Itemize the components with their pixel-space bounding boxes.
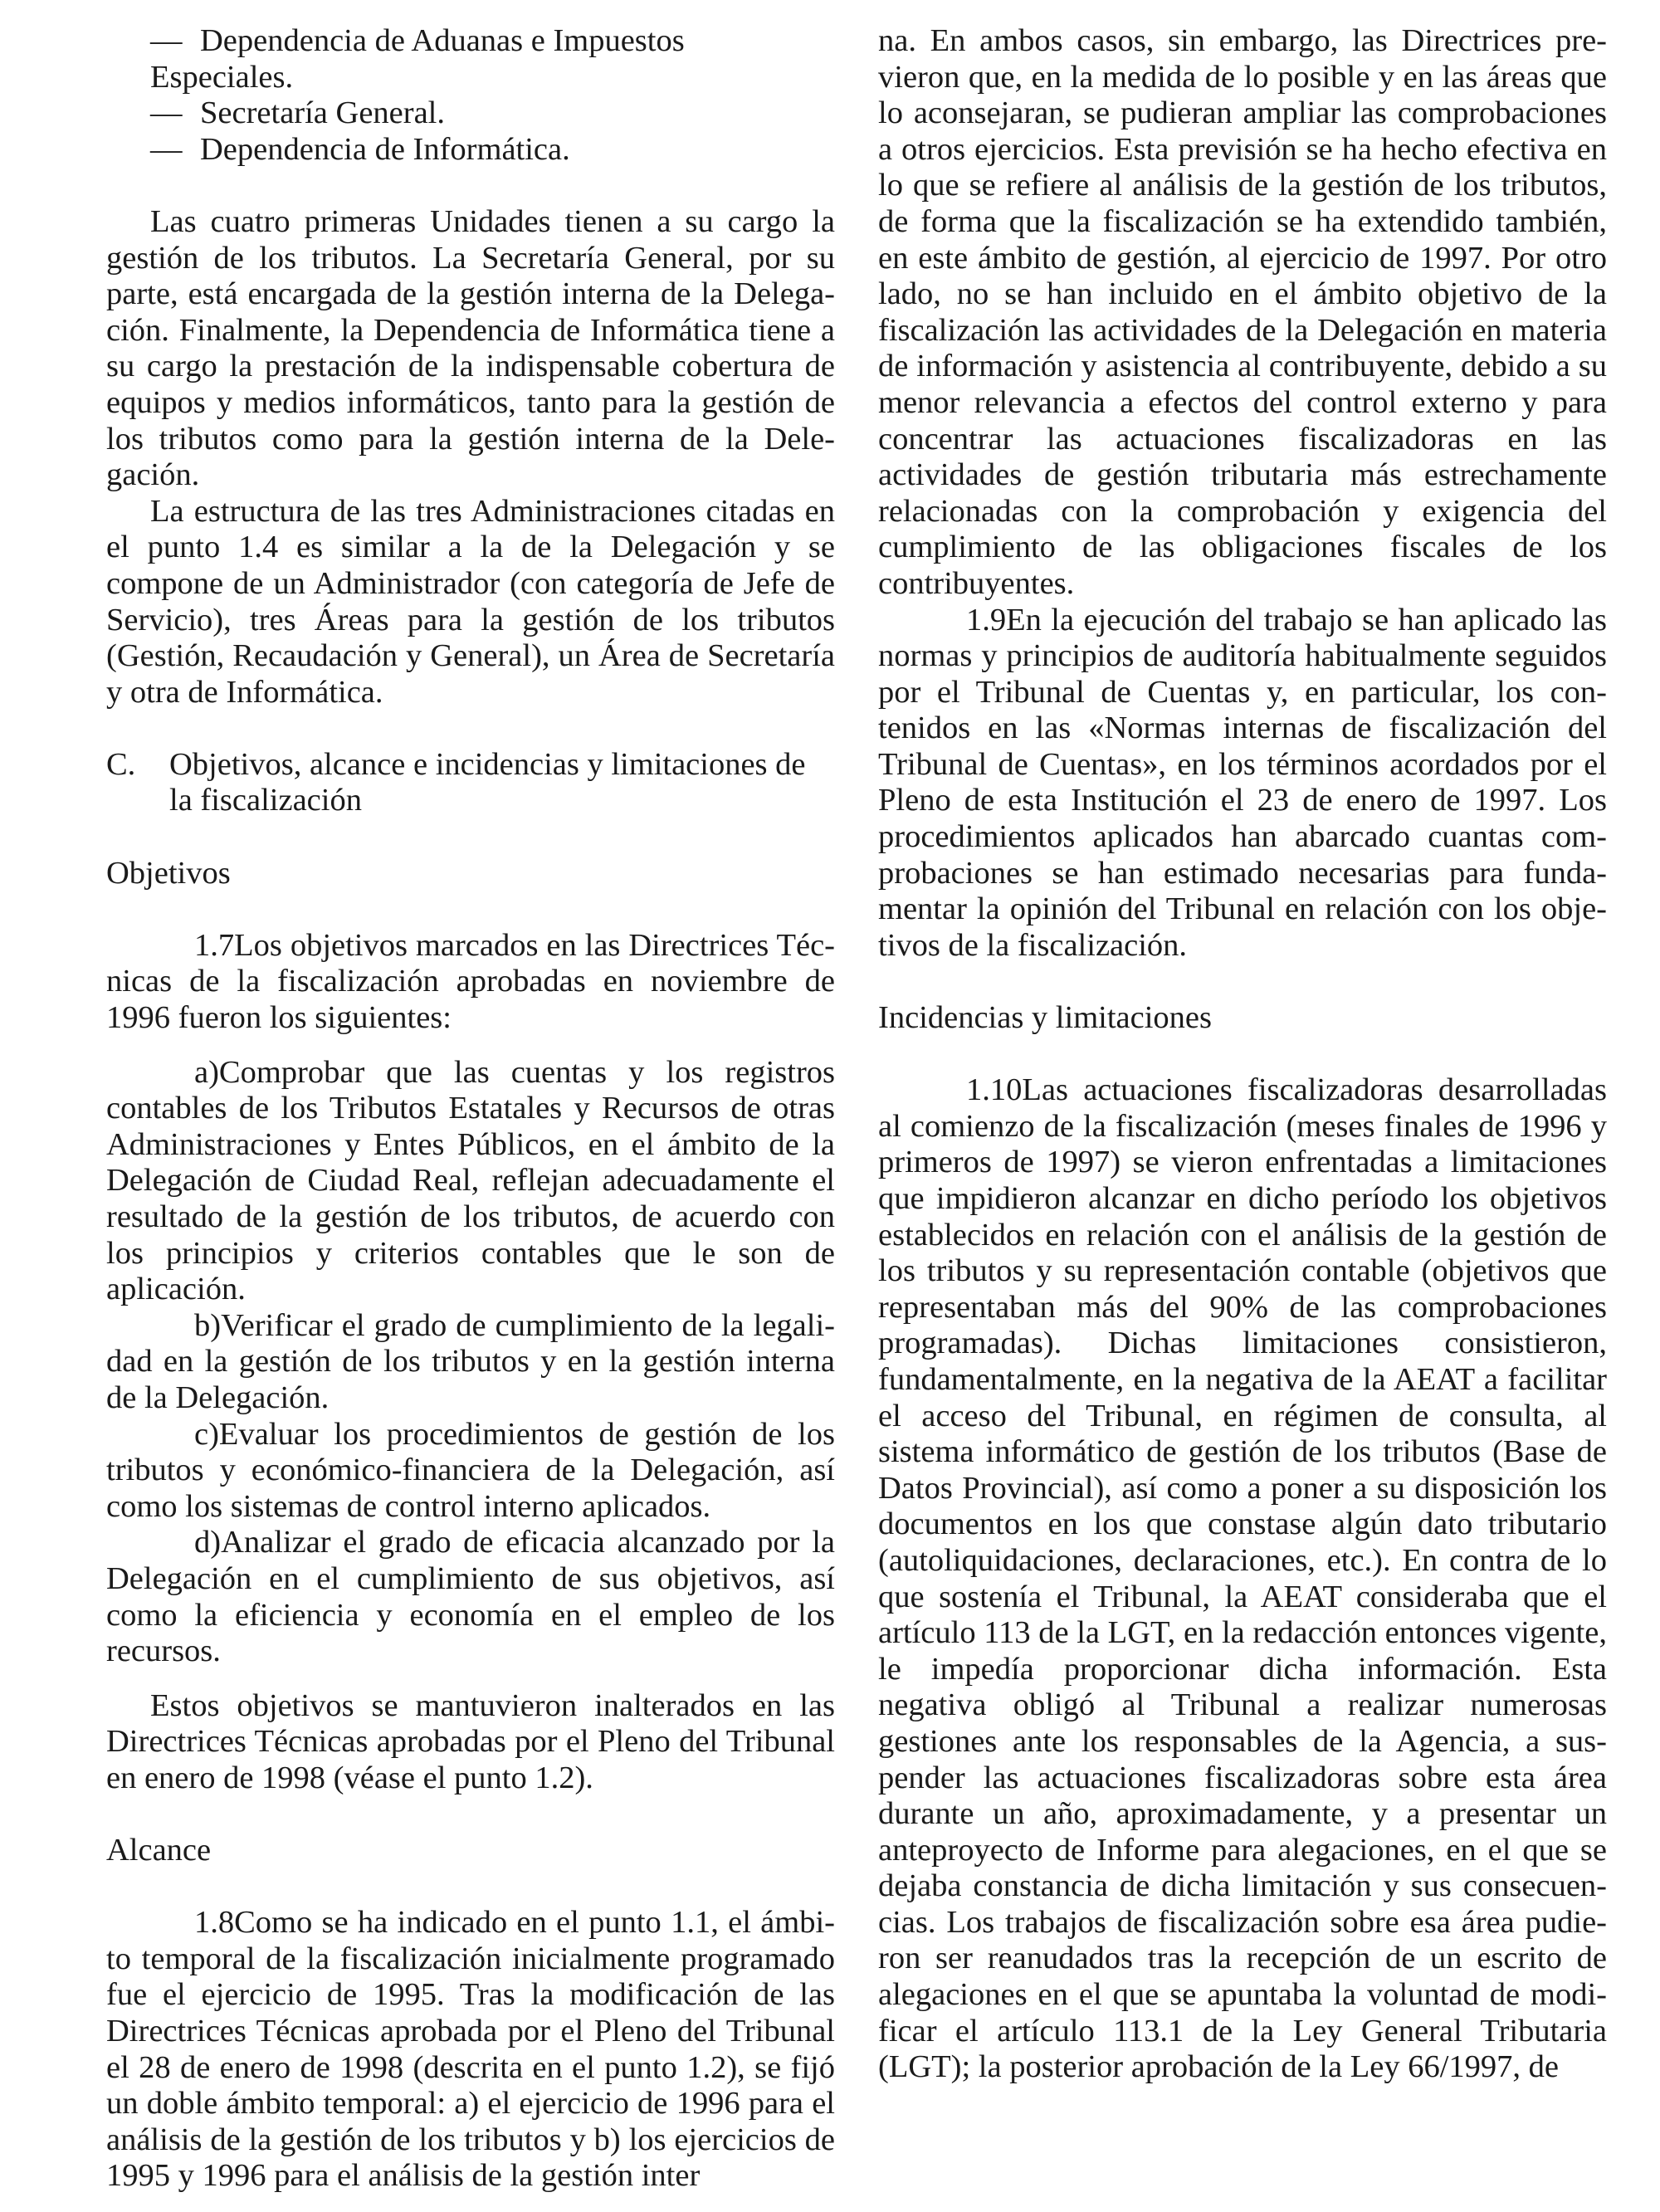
paragraph-1-8: 1.8Como se ha indicado en el punto 1.1, el ámbito temporal de la fiscalización inicialmente programado fue el ejercicio de 1995. Tras la modificación de las Directrices Técnicas aprobada por el Pleno del Tribunal el 28 de enero de 1998 (descrita en el punto 1.2), se fijó un doble ámbito temporal: a) el ejercicio de 1996 para el análisis de la gestión de los tributos y b) los ejercicios de 1995 y 1996 para el análisis de la gestión inter [106,1905,835,2194]
section-title: Objetivos, alcance e incidencias y limitaciones de la fiscalización [169,746,806,818]
subheading-incidencias: Incidencias y limitaciones [878,1000,1212,1036]
item-letter: d) [194,1525,222,1560]
subheading-alcance: Alcance [106,1833,212,1868]
section-heading [106,747,835,819]
paragraph-number: 1.9 [966,602,1007,637]
paragraph-number: 1.7 [194,927,235,963]
left-column [106,23,835,2195]
list-item: — Dependencia de Aduanas e Impuestos Especiales. [150,23,685,95]
objective-item-d: d)Analizar el grado de eficacia alcanzado por la Delegación en el cumplimiento de sus objetivos, así como la eficiencia y economía en el empleo de los recursos. [106,1525,835,1669]
section-letter: C. [106,746,136,782]
list-item: — Secretaría General. [150,95,445,131]
paragraph-number: 1.10 [966,1072,1023,1108]
objective-item-a: a)Comprobar que las cuentas y los registros contables de los Tributos Estatales y Recursos de otras Administraciones y Entes Públicos, en el ámbito de la Delegación de Ciudad Real, reflejan adecuadamente el resultado de la gestión de los tributos, de acuerdo con los principios y criterios contables que le son de aplicación. [106,1054,835,1307]
paragraph-unidades: Las cuatro primeras Unidades tienen a su cargo la gestión de los tributos. La Secretaría General, por su parte, está encargada de la gestión interna de la Delegación. Finalmente, la Dependencia de Informática tiene a su cargo la prestación de la indispensable cobertura de equipos y medios informáticos, tanto para la gestión de los tributos como para la gestión interna de la Delegación. [106,203,835,493]
paragraph-number: 1.8 [194,1905,235,1941]
right-column [878,23,1607,2086]
item-letter: a) [194,1054,219,1090]
paragraph-estructura: La estructura de las tres Administraciones citadas en el punto 1.4 es similar a la de la Delegación y se compone de un Administrador (con categoría de Jefe de Servicio), tres Áreas para la gestión de los tributos (Gestión, Recaudación y General), un Área de Secretaría y otra de Informática. [106,493,835,710]
paragraph-1-7: 1.7Los objetivos marcados en las Directrices Técnicas de la fiscalización aprobadas en noviembre de 1996 fueron los siguientes: [106,927,835,1036]
objective-item-c: c)Evaluar los procedimientos de gestión de los tributos y económico-financiera de la Delegación, así como los sistemas de control interno aplicados. [106,1416,835,1524]
item-letter: c) [194,1416,219,1452]
paragraph-1-10: 1.10Las actuaciones fiscalizadoras desarrolladas al comienzo de la fiscalización (meses finales de 1996 y primeros de 1997) se vieron enfrentadas a limitaciones que impidieron alcanzar en dicho período los objetivos establecidos en relación con el análisis de la gestión de los tributos y su representación contable (objetivos que representaban más del 90% de las comprobaciones programadas). Dichas limitaciones consistieron, fundamentalmente, en la negativa de la AEAT a facilitar el acceso del Tribunal, en régimen de consulta, al sistema informático de gestión de los tributos (Base de Datos Provincial), así como a poner a su disposición los documentos en los que constase algún dato tributario (autoliquidaciones, declaraciones, etc.). En contra de lo que sostenía el Tribunal, la AEAT consideraba que el artículo 113 de la LGT, en la redacción entonces vigente, le impedía proporcionar dicha información. Esta negativa obligó al Tribunal a realizar numerosas gestiones ante los responsables de la Agencia, a suspender las actuaciones fiscalizadoras sobre esta área durante un año, aproximadamente, y a presentar un anteproyecto de Informe para alegaciones, en el que se dejaba constancia de dicha limitación y sus consecuencias. Los trabajos de fiscalización sobre esa área pudieron ser reanudados tras la recepción de un escrito de alegaciones en el que se apuntaba la voluntad de modificar el artículo 113.1 de la Ley General Tributaria (LGT); la posterior aprobación de la Ley 66/1997, de [878,1072,1607,2085]
objective-item-b: b)Verificar el grado de cumplimiento de la legalidad en la gestión de los tributos y en la gestión interna de la Delegación. [106,1307,835,1415]
paragraph-mantuvieron: Estos objetivos se mantuvieron inalterados en las Directrices Técnicas aprobadas por el Pleno del Tribunal en enero de 1998 (véase el punto 1.2). [106,1687,835,1795]
subheading-objetivos: Objetivos [106,855,231,891]
list-item: — Dependencia de Informática. [150,131,570,167]
dependency-list [106,23,835,168]
paragraph-1-8-continued: na. En ambos casos, sin embargo, las Directrices previeron que, en la medida de lo posible y en las áreas que lo aconsejaran, se pudieran ampliar las comprobaciones a otros ejercicios. Esta previsión se ha hecho efectiva en lo que se refiere al análisis de la gestión de los tributos, de forma que la fiscalización se ha extendido también, en este ámbito de gestión, al ejercicio de 1997. Por otro lado, no se han incluido en el ámbito objetivo de la fiscalización las actividades de la Delegación en materia de información y asistencia al contribuyente, debido a su menor relevancia a efectos del control externo y para concentrar las actuaciones fiscalizadoras en las actividades de gestión tributaria más estrechamente relacionadas con la comprobación y exigencia del cumplimiento de las obligaciones fiscales de los contribuyentes. [878,23,1607,601]
item-letter: b) [194,1307,222,1343]
paragraph-1-9: 1.9En la ejecución del trabajo se han aplicado las normas y principios de auditoría habitualmente seguidos por el Tribunal de Cuentas y, en particular, los contenidos en las «Normas internas de fiscalización del Tribunal de Cuentas», en los términos acordados por el Pleno de esta Institución el 23 de enero de 1997. Los procedimientos aplicados han abarcado cuantas comprobaciones se han estimado necesarias para fundamentar la opinión del Tribunal en relación con los objetivos de la fiscalización. [878,602,1607,963]
